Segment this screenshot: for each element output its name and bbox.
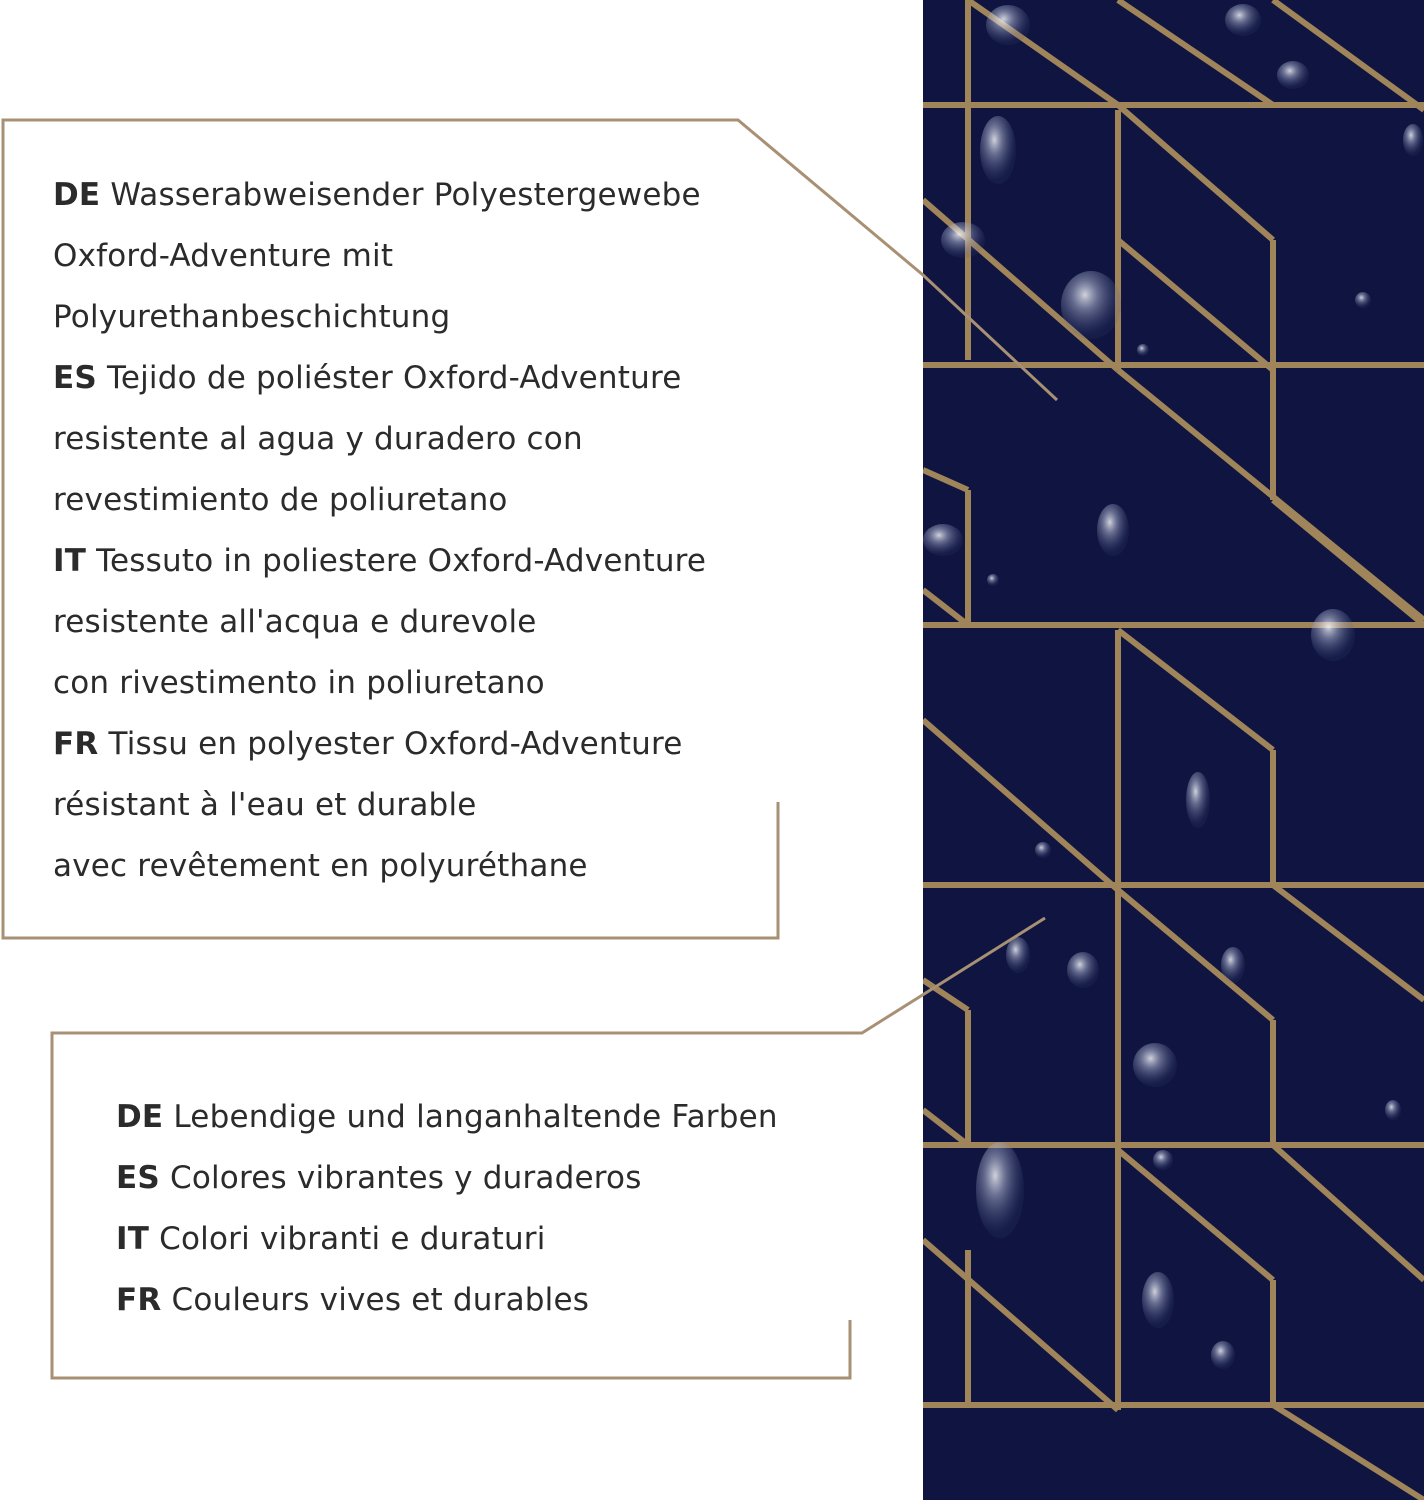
water-droplet	[923, 524, 963, 556]
description-text: Polyurethanbeschichtung	[53, 299, 451, 335]
callout-1-line	[53, 165, 706, 226]
fabric-sample-image	[923, 0, 1424, 1500]
description-text: Couleurs vives et durables	[171, 1282, 590, 1318]
water-droplet	[1355, 292, 1371, 308]
pattern-line	[923, 1240, 1118, 1410]
pattern-line	[1273, 1405, 1424, 1500]
callout-1-line	[53, 836, 706, 897]
water-droplet	[1403, 124, 1423, 156]
pattern-line	[923, 980, 968, 1010]
callout-2-text	[116, 1087, 778, 1331]
description-text: con rivestimento in poliuretano	[53, 665, 545, 701]
water-droplet	[987, 574, 999, 586]
water-droplet	[1035, 842, 1051, 858]
description-text: Tessuto in poliestere Oxford-Adventure	[96, 543, 707, 579]
description-text: Lebendige und langanhaltende Farben	[173, 1099, 778, 1135]
pattern-line	[1273, 0, 1424, 110]
pattern-line	[1118, 1150, 1273, 1280]
pattern-line	[1118, 630, 1273, 750]
callout-2-line	[116, 1087, 778, 1148]
language-code: IT	[53, 543, 87, 579]
callout-1-line	[53, 592, 706, 653]
language-code: ES	[53, 360, 97, 396]
water-droplet	[1311, 609, 1355, 661]
language-code: DE	[116, 1099, 164, 1135]
water-droplet	[1006, 937, 1030, 973]
description-text: Colori vibranti e duraturi	[159, 1221, 546, 1257]
pattern-line	[1273, 1145, 1424, 1280]
water-droplet	[1067, 952, 1099, 988]
description-text: avec revêtement en polyuréthane	[53, 848, 588, 884]
water-droplet	[1211, 1341, 1235, 1369]
language-code: IT	[116, 1221, 150, 1257]
callout-2-line	[116, 1148, 778, 1209]
water-droplet	[980, 116, 1016, 184]
pattern-line	[1118, 890, 1273, 1020]
language-code: FR	[116, 1282, 162, 1318]
callout-2-line	[116, 1270, 778, 1331]
pattern-line	[923, 720, 1118, 890]
description-text: resistente al agua y duradero con	[53, 421, 583, 457]
callout-1-line	[53, 775, 706, 836]
water-droplet	[1133, 1043, 1177, 1087]
water-droplet	[1221, 947, 1245, 983]
water-droplet	[1153, 1150, 1173, 1170]
water-droplet	[1061, 271, 1121, 339]
pattern-line	[1273, 885, 1424, 1000]
water-droplet	[1137, 344, 1149, 356]
callout-1-line	[53, 226, 706, 287]
pattern-line	[923, 470, 968, 490]
pattern-line	[923, 1110, 968, 1145]
callout-2-line	[116, 1209, 778, 1270]
water-droplet	[941, 222, 985, 258]
callout-1-line	[53, 348, 706, 409]
language-code: ES	[116, 1160, 160, 1196]
callout-1-line	[53, 531, 706, 592]
description-text: Tejido de poliéster Oxford-Adventure	[106, 360, 682, 396]
description-text: Oxford-Adventure mit	[53, 238, 394, 274]
water-droplet	[1142, 1272, 1174, 1328]
callout-1-line	[53, 287, 706, 348]
water-droplet	[1097, 504, 1129, 556]
description-text: revestimiento de poliuretano	[53, 482, 508, 518]
language-code: DE	[53, 177, 101, 213]
description-text: résistant à l'eau et durable	[53, 787, 477, 823]
description-text: Tissu en polyester Oxford-Adventure	[108, 726, 683, 762]
water-droplet	[986, 5, 1030, 45]
callout-1-text	[53, 165, 706, 897]
language-code: FR	[53, 726, 99, 762]
water-droplet	[1277, 61, 1309, 89]
description-text: Colores vibrantes y duraderos	[169, 1160, 642, 1196]
callout-1-line	[53, 653, 706, 714]
callout-1-line	[53, 409, 706, 470]
callout-1-line	[53, 470, 706, 531]
water-droplet	[1186, 772, 1210, 828]
water-droplet	[1225, 4, 1261, 36]
water-droplet	[1385, 1100, 1401, 1120]
description-text: resistente all'acqua e durevole	[53, 604, 537, 640]
pattern-line	[1273, 500, 1424, 625]
description-text: Wasserabweisender Polyestergewebe	[110, 177, 701, 213]
water-droplet	[976, 1142, 1024, 1238]
pattern-line	[923, 590, 968, 625]
fabric-pattern	[923, 0, 1424, 1500]
callout-1-line	[53, 714, 706, 775]
pattern-line	[1118, 105, 1273, 240]
